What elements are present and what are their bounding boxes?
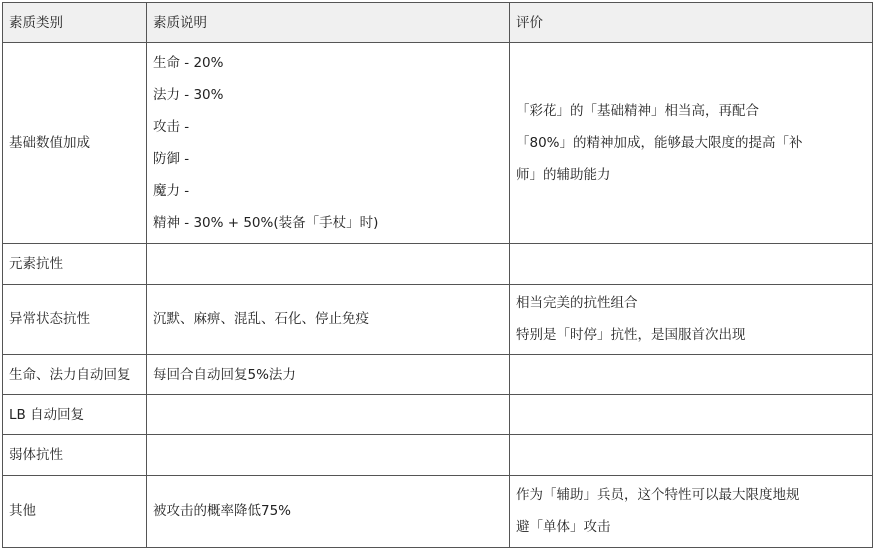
- header-evaluation: 评价: [509, 3, 872, 43]
- evaluation-line: 相当完美的抗性组合: [515, 295, 638, 312]
- description-line: 生命 - 20%: [152, 55, 224, 72]
- row-description: [146, 435, 509, 475]
- evaluation-line: 「彩花」的「基础精神」相当高，再配合: [515, 103, 759, 120]
- row-description: [146, 244, 509, 284]
- row-description: [146, 395, 509, 435]
- table-row: [3, 435, 873, 475]
- description-line: 被攻击的概率降低75%: [152, 503, 291, 520]
- description-line: 防御 -: [152, 151, 190, 168]
- row-category: LB 自动回复: [3, 395, 147, 435]
- table-row: [3, 354, 873, 394]
- header-row: [3, 3, 873, 43]
- description-line: 法力 - 30%: [152, 87, 224, 104]
- evaluation-line: 避「单体」攻击: [515, 519, 611, 536]
- row-evaluation: [509, 475, 872, 547]
- row-evaluation: [509, 435, 872, 475]
- row-category: 元素抗性: [3, 244, 147, 284]
- row-description: [146, 284, 509, 354]
- row-description: [146, 475, 509, 547]
- row-category: 异常状态抗性: [3, 284, 147, 354]
- evaluation-line: 「80%」的精神加成，能够最大限度的提高「补: [515, 135, 803, 152]
- description-line: 每回合自动回复5%法力: [152, 366, 296, 383]
- table-row: [3, 475, 873, 547]
- evaluation-line: 师」的辅助能力: [515, 167, 611, 184]
- row-evaluation: [509, 244, 872, 284]
- row-evaluation: [509, 395, 872, 435]
- row-category: 其他: [3, 475, 147, 547]
- header-description: 素质说明: [146, 3, 509, 43]
- row-evaluation: [509, 354, 872, 394]
- description-line: 精神 - 30% + 50%(装备「手杖」时): [152, 215, 379, 232]
- evaluation-line: 作为「辅助」兵员，这个特性可以最大限度地规: [515, 487, 800, 504]
- description-line: 沉默、麻痹、混乱、石化、停止免疫: [152, 311, 369, 328]
- description-line: 魔力 -: [152, 183, 190, 200]
- table-row: [3, 284, 873, 354]
- row-evaluation: [509, 43, 872, 244]
- header-category: 素质类别: [3, 3, 147, 43]
- table-row: [3, 43, 873, 244]
- row-description: [146, 354, 509, 394]
- row-category: 基础数值加成: [3, 43, 147, 244]
- table-row: [3, 395, 873, 435]
- table-row: [3, 244, 873, 284]
- row-category: 弱体抗性: [3, 435, 147, 475]
- row-evaluation: [509, 284, 872, 354]
- row-category: 生命、法力自动回复: [3, 354, 147, 394]
- description-line: 攻击 -: [152, 119, 190, 136]
- evaluation-line: 特别是「时停」抗性，是国服首次出现: [515, 327, 746, 344]
- traits-table: [2, 2, 873, 548]
- row-description: [146, 43, 509, 244]
